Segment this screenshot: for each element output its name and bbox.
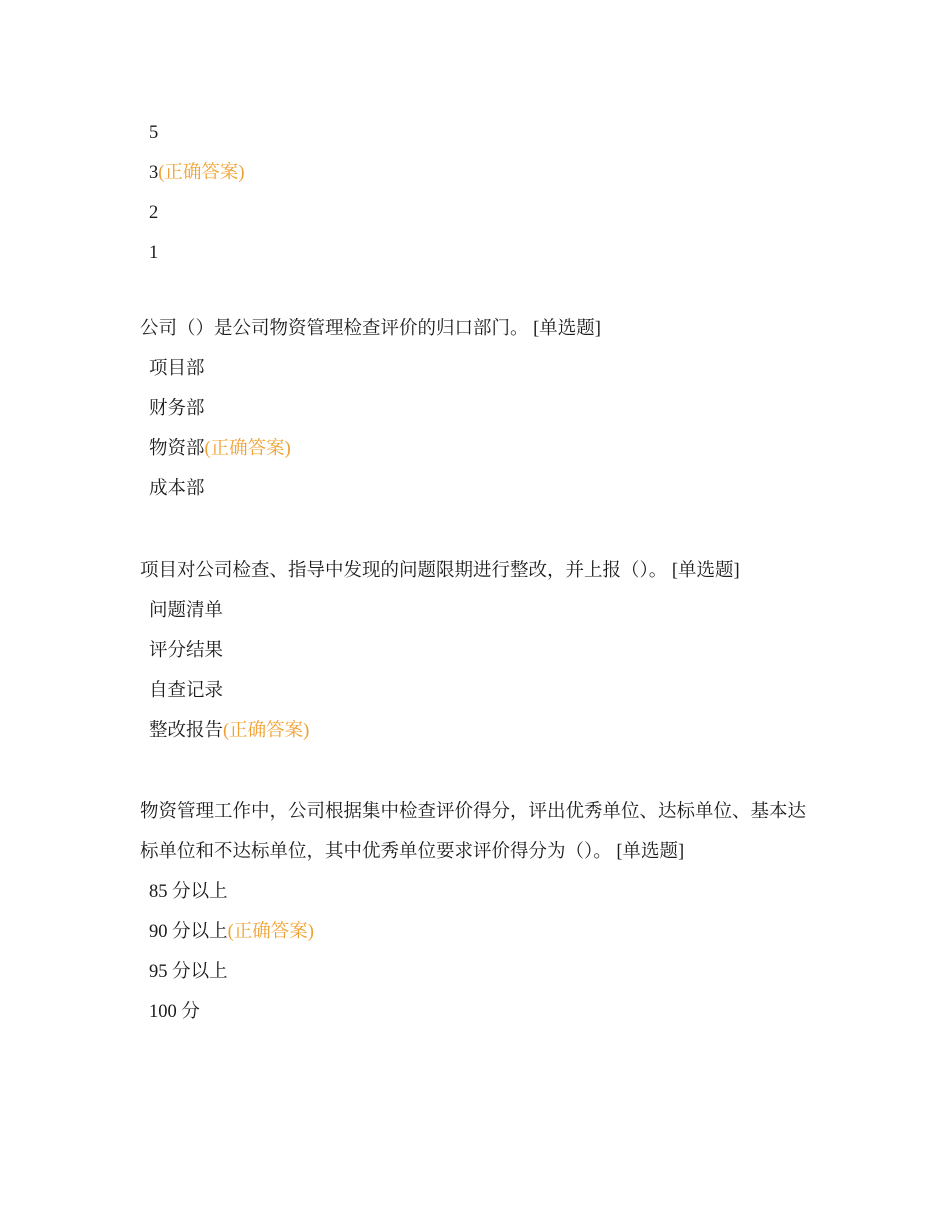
option-label: 5 (149, 123, 159, 143)
option-item (140, 872, 820, 912)
option-list (140, 349, 820, 509)
correct-answer-marker: (正确答案) (204, 439, 291, 459)
option-label: 100 分 (149, 1002, 200, 1022)
question-block-4 (140, 792, 820, 1032)
option-list (140, 113, 820, 273)
option-label: 2 (149, 203, 159, 223)
option-label: 项目部 (149, 359, 205, 379)
correct-answer-marker: (正确答案) (223, 721, 310, 741)
option-item (140, 469, 820, 509)
option-label: 财务部 (149, 399, 205, 419)
option-label: 整改报告 (149, 721, 224, 741)
correct-answer-marker: (正确答案) (227, 922, 314, 942)
option-label: 评分结果 (149, 641, 224, 661)
option-item (140, 429, 820, 469)
option-label: 3 (149, 163, 159, 183)
option-item (140, 952, 820, 992)
option-item (140, 671, 820, 711)
question-block-1 (140, 113, 820, 273)
question-block-2 (140, 309, 820, 509)
option-list (140, 872, 820, 1032)
option-item (140, 631, 820, 671)
option-item (140, 113, 820, 153)
option-label: 物资部 (149, 439, 205, 459)
option-label: 成本部 (149, 479, 205, 499)
option-item (140, 912, 820, 952)
option-item (140, 711, 820, 751)
option-item (140, 992, 820, 1032)
option-label: 90 分以上 (149, 922, 228, 942)
question-block-3 (140, 551, 820, 751)
correct-answer-marker: (正确答案) (158, 163, 245, 183)
option-label: 85 分以上 (149, 882, 228, 902)
option-item (140, 153, 820, 193)
option-list (140, 591, 820, 751)
option-item (140, 591, 820, 631)
option-item (140, 349, 820, 389)
question-text: 物资管理工作中，公司根据集中检查评价得分，评出优秀单位、达标单位、基本达标单位和不达标单位，其中优秀单位要求评价得分为（）。 [单选题] (140, 802, 807, 862)
option-item (140, 233, 820, 273)
option-label: 95 分以上 (149, 962, 228, 982)
option-label: 自查记录 (149, 681, 224, 701)
option-item (140, 193, 820, 233)
question-text: 公司（）是公司物资管理检查评价的归口部门。 [单选题] (140, 319, 601, 339)
option-label: 1 (149, 243, 159, 263)
option-item (140, 389, 820, 429)
question-text: 项目对公司检查、指导中发现的问题限期进行整改，并上报（）。 [单选题] (140, 561, 740, 581)
option-label: 问题清单 (149, 601, 224, 621)
